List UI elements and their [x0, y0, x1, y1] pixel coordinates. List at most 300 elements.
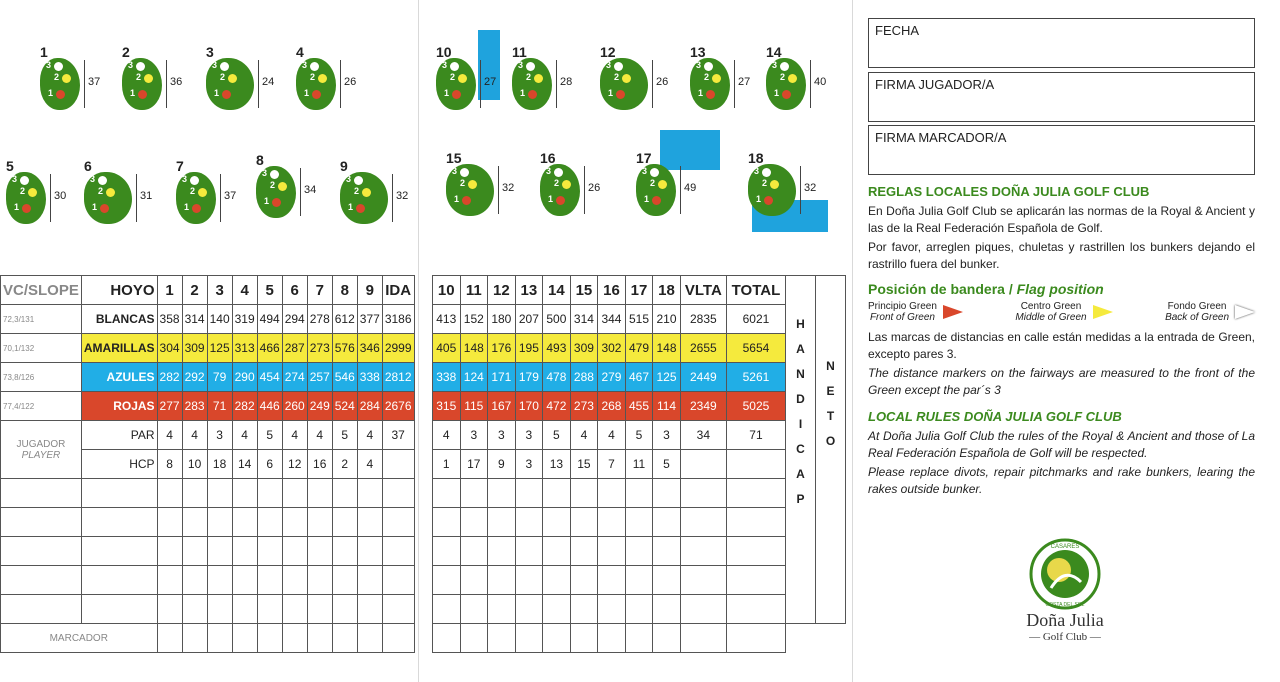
distance-cell: 346: [357, 334, 382, 363]
score-cell[interactable]: [232, 595, 257, 624]
score-cell[interactable]: [182, 537, 207, 566]
distance-line: [652, 60, 653, 108]
score-cell[interactable]: [357, 624, 382, 653]
jugador-label: [1, 421, 82, 479]
score-cell[interactable]: [680, 508, 726, 537]
flag-es: Centro Green: [1020, 301, 1082, 312]
score-cell[interactable]: [625, 595, 653, 624]
score-cell[interactable]: [81, 595, 157, 624]
score-cell[interactable]: [726, 566, 785, 595]
club-logo: [1010, 538, 1120, 643]
score-cell[interactable]: [1, 595, 82, 624]
distance-cell: 466: [257, 334, 282, 363]
score-row: [1, 479, 415, 508]
score-cell[interactable]: [157, 595, 182, 624]
score-cell[interactable]: [543, 566, 571, 595]
handicap-letter: H: [796, 317, 805, 331]
score-cell[interactable]: [625, 479, 653, 508]
pin-label: 2: [20, 186, 26, 196]
pin-dot: [650, 168, 659, 177]
score-cell[interactable]: [680, 624, 726, 653]
logo-ring-bottom: COSTA DEL SOL: [1045, 602, 1085, 608]
distance-cell: 314: [182, 305, 207, 334]
score-cell[interactable]: [653, 624, 681, 653]
hole-header: 2: [182, 276, 207, 305]
hole-header: 9: [357, 276, 382, 305]
score-cell[interactable]: [307, 566, 332, 595]
score-cell[interactable]: [570, 479, 598, 508]
green-hole-16: [540, 150, 620, 230]
distance-cell: 493: [543, 334, 571, 363]
score-cell[interactable]: [433, 508, 461, 537]
score-cell[interactable]: [157, 624, 182, 653]
distance-line: [734, 60, 735, 108]
flag-title-en: Flag position: [1016, 281, 1104, 297]
score-cell[interactable]: [307, 595, 332, 624]
pin-label: 1: [214, 88, 220, 98]
score-cell[interactable]: [543, 479, 571, 508]
hcp-cell: 10: [182, 450, 207, 479]
hcp-cell: 14: [232, 450, 257, 479]
score-cell[interactable]: [182, 595, 207, 624]
score-cell[interactable]: [257, 566, 282, 595]
handicap-letter: N: [796, 367, 805, 381]
hole-number: 5: [6, 158, 14, 174]
distance-cell: 294: [282, 305, 307, 334]
score-cell[interactable]: [460, 479, 488, 508]
distance-cell: 273: [570, 392, 598, 421]
pin-dot: [354, 176, 363, 185]
vlta-total: 2655: [680, 334, 726, 363]
score-cell[interactable]: [382, 595, 414, 624]
distance-line: [84, 60, 85, 108]
score-cell[interactable]: [1, 566, 82, 595]
hcp-cell: 12: [282, 450, 307, 479]
distance-cell: 612: [332, 305, 357, 334]
pin-dot: [780, 62, 789, 71]
score-cell[interactable]: [570, 624, 598, 653]
score-cell[interactable]: [598, 479, 626, 508]
rules-title-es: REGLAS LOCALES DOÑA JULIA GOLF CLUB: [868, 184, 1150, 199]
neto-letters: [818, 354, 843, 454]
score-cell[interactable]: [232, 508, 257, 537]
score-cell[interactable]: [1, 537, 82, 566]
tee-row-blancas: [1, 305, 415, 334]
score-cell[interactable]: [207, 537, 232, 566]
pin-label: 3: [46, 60, 52, 70]
score-cell[interactable]: [460, 566, 488, 595]
handicap-letter: A: [796, 467, 805, 481]
tee-row: [433, 363, 846, 392]
score-cell[interactable]: [157, 537, 182, 566]
score-cell[interactable]: [357, 537, 382, 566]
score-cell[interactable]: [382, 508, 414, 537]
score-cell[interactable]: [515, 537, 543, 566]
vlta-header: VLTA: [680, 276, 726, 305]
score-cell[interactable]: [680, 595, 726, 624]
score-cell[interactable]: [81, 537, 157, 566]
distance-line: [340, 60, 341, 108]
distance-cell: 338: [433, 363, 461, 392]
par-total: 71: [726, 421, 785, 450]
pin-label: 2: [554, 178, 560, 188]
score-cell[interactable]: [157, 479, 182, 508]
score-cell[interactable]: [282, 479, 307, 508]
pin-label: 1: [14, 202, 20, 212]
pin-dot: [192, 204, 201, 213]
score-cell[interactable]: [307, 479, 332, 508]
score-cell[interactable]: [543, 595, 571, 624]
vlta-total: 2835: [680, 305, 726, 334]
score-cell[interactable]: [382, 537, 414, 566]
distance-cell: 115: [460, 392, 488, 421]
score-cell[interactable]: [382, 566, 414, 595]
score-cell[interactable]: [488, 537, 516, 566]
score-cell[interactable]: [460, 508, 488, 537]
score-cell[interactable]: [157, 508, 182, 537]
score-cell[interactable]: [81, 479, 157, 508]
flag-en: Front of Green: [869, 312, 935, 323]
handicap-letter: A: [796, 342, 805, 356]
score-cell[interactable]: [232, 624, 257, 653]
score-cell[interactable]: [282, 508, 307, 537]
score-cell[interactable]: [282, 537, 307, 566]
score-cell[interactable]: [570, 537, 598, 566]
score-cell[interactable]: [653, 508, 681, 537]
score-cell[interactable]: [332, 624, 357, 653]
hcp-cell: 4: [357, 450, 382, 479]
score-cell[interactable]: [726, 537, 785, 566]
score-cell[interactable]: [433, 537, 461, 566]
pin-dot: [658, 180, 667, 189]
green-hole-6: [84, 158, 164, 238]
score-cell[interactable]: [460, 537, 488, 566]
score-cell[interactable]: [515, 508, 543, 537]
hcp-cell: 13: [543, 450, 571, 479]
pin-dot: [362, 188, 371, 197]
hole-number: 2: [122, 44, 130, 60]
pin-label: 2: [762, 178, 768, 188]
pin-label: 3: [696, 60, 702, 70]
hole-header: 1: [157, 276, 182, 305]
pin-label: 2: [354, 186, 360, 196]
score-cell[interactable]: [357, 479, 382, 508]
score-cell[interactable]: [382, 624, 414, 653]
distance-cell: 290: [232, 363, 257, 392]
score-cell[interactable]: [726, 508, 785, 537]
score-cell[interactable]: [598, 595, 626, 624]
score-cell[interactable]: [232, 537, 257, 566]
score-cell[interactable]: [488, 566, 516, 595]
pin-dot: [198, 188, 207, 197]
score-cell[interactable]: [543, 537, 571, 566]
distance-cell: 338: [357, 363, 382, 392]
score-cell[interactable]: [207, 566, 232, 595]
score-cell[interactable]: [207, 624, 232, 653]
score-cell[interactable]: [332, 479, 357, 508]
score-cell[interactable]: [1, 508, 82, 537]
score-cell[interactable]: [207, 479, 232, 508]
score-cell[interactable]: [515, 566, 543, 595]
score-cell[interactable]: [257, 479, 282, 508]
vc-slope: 70,1/132: [1, 334, 82, 363]
score-cell[interactable]: [307, 508, 332, 537]
hole-header: 5: [257, 276, 282, 305]
distance-cell: 304: [157, 334, 182, 363]
score-cell[interactable]: [357, 595, 382, 624]
pin-dot: [562, 180, 571, 189]
pin-label: 2: [526, 72, 532, 82]
score-cell[interactable]: [332, 595, 357, 624]
score-cell[interactable]: [81, 566, 157, 595]
pin-dot: [458, 74, 467, 83]
score-cell[interactable]: [680, 537, 726, 566]
score-cell[interactable]: [157, 566, 182, 595]
pin-dot: [712, 74, 721, 83]
score-cell[interactable]: [433, 595, 461, 624]
firma-jugador-field[interactable]: [868, 72, 1255, 122]
flag-en: Middle of Green: [1015, 312, 1087, 323]
score-cell[interactable]: [182, 566, 207, 595]
score-cell[interactable]: [357, 566, 382, 595]
total-header: TOTAL: [726, 276, 785, 305]
logo-sub-wrap: — Golf Club —: [1029, 631, 1101, 643]
score-cell[interactable]: [232, 479, 257, 508]
tee-name: BLANCAS: [81, 305, 157, 334]
pin-dot: [450, 62, 459, 71]
pin-dot: [782, 90, 791, 99]
pin-label: 3: [90, 174, 96, 184]
score-cell[interactable]: [726, 624, 785, 653]
pin-dot: [20, 176, 29, 185]
score-cell[interactable]: [1, 479, 82, 508]
score-cell[interactable]: [433, 624, 461, 653]
green-depth: 31: [140, 190, 153, 202]
par-cell: 5: [332, 421, 357, 450]
pin-dot: [318, 74, 327, 83]
hoyo-header: HOYO: [81, 276, 157, 305]
green-hole-5: [6, 158, 86, 238]
pin-label: 2: [98, 186, 104, 196]
pin-dot: [764, 196, 773, 205]
pin-label: 2: [780, 72, 786, 82]
hole-header: 8: [332, 276, 357, 305]
par-cell: 4: [598, 421, 626, 450]
score-cell[interactable]: [232, 566, 257, 595]
score-cell[interactable]: [382, 479, 414, 508]
green-depth: 28: [560, 76, 573, 88]
score-cell[interactable]: [332, 508, 357, 537]
par-cell: 4: [307, 421, 332, 450]
score-cell[interactable]: [182, 624, 207, 653]
distance-line: [800, 166, 801, 214]
pin-label: 1: [548, 194, 554, 204]
par-row: [1, 421, 415, 450]
score-cell[interactable]: [680, 479, 726, 508]
score-cell[interactable]: [488, 479, 516, 508]
player-text: PLAYER: [21, 449, 61, 461]
hole-header: 13: [515, 276, 543, 305]
score-cell[interactable]: [257, 595, 282, 624]
distance-line: [50, 174, 51, 222]
pin-label: 1: [756, 194, 762, 204]
score-cell[interactable]: [625, 508, 653, 537]
jugador-text: JUGADOR: [16, 438, 66, 450]
score-cell[interactable]: [543, 508, 571, 537]
pin-label: 3: [182, 174, 188, 184]
neto-column: [816, 276, 846, 624]
score-cell[interactable]: [332, 566, 357, 595]
score-cell[interactable]: [182, 479, 207, 508]
score-cell[interactable]: [653, 566, 681, 595]
vc-slope: 73,8/126: [1, 363, 82, 392]
score-cell[interactable]: [307, 537, 332, 566]
hcp-total: [726, 450, 785, 479]
green-depth: 26: [344, 76, 357, 88]
flag-item: [868, 301, 963, 323]
grand-total: 5261: [726, 363, 785, 392]
score-cell[interactable]: [257, 537, 282, 566]
fecha-label: FECHA: [875, 23, 920, 38]
hcp-cell: 11: [625, 450, 653, 479]
score-cell[interactable]: [598, 566, 626, 595]
grand-total: 6021: [726, 305, 785, 334]
white-flag-icon: [1235, 305, 1255, 319]
hcp-cell: 18: [207, 450, 232, 479]
tee-row: [433, 334, 846, 363]
neto-letter: O: [825, 434, 836, 448]
score-cell[interactable]: [726, 595, 785, 624]
score-cell[interactable]: [653, 537, 681, 566]
score-cell[interactable]: [598, 537, 626, 566]
neto-letter: T: [826, 409, 835, 423]
pin-label: 2: [220, 72, 226, 82]
score-cell[interactable]: [598, 508, 626, 537]
hole-header: 3: [207, 276, 232, 305]
green-hole-8: [256, 152, 336, 232]
grand-total: 5025: [726, 392, 785, 421]
score-cell[interactable]: [680, 566, 726, 595]
score-cell[interactable]: [653, 479, 681, 508]
pin-dot: [788, 74, 797, 83]
score-cell[interactable]: [257, 624, 282, 653]
score-cell[interactable]: [570, 595, 598, 624]
score-cell[interactable]: [307, 624, 332, 653]
distance-line: [810, 60, 811, 108]
hole-header: 10: [433, 276, 461, 305]
score-cell[interactable]: [433, 479, 461, 508]
score-cell[interactable]: [598, 624, 626, 653]
distance-cell: 413: [433, 305, 461, 334]
score-cell[interactable]: [257, 508, 282, 537]
distance-line: [498, 166, 499, 214]
hole-header: 12: [488, 276, 516, 305]
pin-label: 2: [310, 72, 316, 82]
score-cell[interactable]: [357, 508, 382, 537]
hole-number: 12: [600, 44, 616, 60]
distance-cell: 358: [157, 305, 182, 334]
pin-dot: [98, 176, 107, 185]
score-cell[interactable]: [570, 566, 598, 595]
score-cell[interactable]: [625, 624, 653, 653]
score-cell[interactable]: [488, 624, 516, 653]
score-cell[interactable]: [282, 624, 307, 653]
pin-label: 1: [348, 202, 354, 212]
rules-title-en: LOCAL RULES DOÑA JULIA GOLF CLUB: [868, 409, 1122, 424]
pin-label: 1: [264, 196, 270, 206]
distance-cell: 576: [332, 334, 357, 363]
distance-cell: 207: [515, 305, 543, 334]
pin-label: 2: [190, 186, 196, 196]
pin-dot: [278, 182, 287, 191]
score-cell[interactable]: [488, 508, 516, 537]
par-cell: 4: [157, 421, 182, 450]
pin-dot: [528, 90, 537, 99]
score-cell[interactable]: [488, 595, 516, 624]
distance-cell: 472: [543, 392, 571, 421]
pin-label: 1: [774, 88, 780, 98]
pin-label: 3: [452, 166, 458, 176]
score-cell[interactable]: [207, 595, 232, 624]
score-cell[interactable]: [460, 595, 488, 624]
hole-number: 18: [748, 150, 764, 166]
fecha-field[interactable]: [868, 18, 1255, 68]
pin-dot: [556, 196, 565, 205]
hcp-cell: 5: [653, 450, 681, 479]
hcp-row: [433, 450, 846, 479]
rules-p4: The distance markers on the fairways are measured to the front of the Green except the par´s 3: [868, 366, 1255, 397]
score-cell[interactable]: [653, 595, 681, 624]
score-cell[interactable]: [625, 537, 653, 566]
score-cell[interactable]: [182, 508, 207, 537]
score-cell[interactable]: [207, 508, 232, 537]
pin-dot: [106, 188, 115, 197]
pin-dot: [144, 74, 153, 83]
score-row: [1, 508, 415, 537]
score-cell[interactable]: [433, 566, 461, 595]
score-cell[interactable]: [625, 566, 653, 595]
green-hole-14: [766, 44, 846, 124]
score-cell[interactable]: [515, 624, 543, 653]
score-cell[interactable]: [726, 479, 785, 508]
distance-cell: 260: [282, 392, 307, 421]
score-cell[interactable]: [543, 624, 571, 653]
neto-letter: E: [826, 384, 835, 398]
score-cell[interactable]: [282, 595, 307, 624]
pin-label: 2: [136, 72, 142, 82]
par-cell: 4: [357, 421, 382, 450]
pin-dot: [190, 176, 199, 185]
score-cell[interactable]: [515, 479, 543, 508]
pin-label: 1: [184, 202, 190, 212]
green-hole-4: [296, 44, 376, 124]
firma-marcador-field[interactable]: [868, 125, 1255, 175]
pin-label: 3: [346, 174, 352, 184]
score-row: [433, 508, 846, 537]
score-cell[interactable]: [81, 508, 157, 537]
hole-header: 18: [653, 276, 681, 305]
par-label: PAR: [81, 421, 157, 450]
handicap-letter: D: [796, 392, 805, 406]
distance-line: [136, 174, 137, 222]
score-cell[interactable]: [460, 624, 488, 653]
score-cell[interactable]: [332, 537, 357, 566]
score-cell[interactable]: [515, 595, 543, 624]
score-cell[interactable]: [570, 508, 598, 537]
green-hole-2: [122, 44, 202, 124]
pin-dot: [100, 204, 109, 213]
score-cell[interactable]: [282, 566, 307, 595]
